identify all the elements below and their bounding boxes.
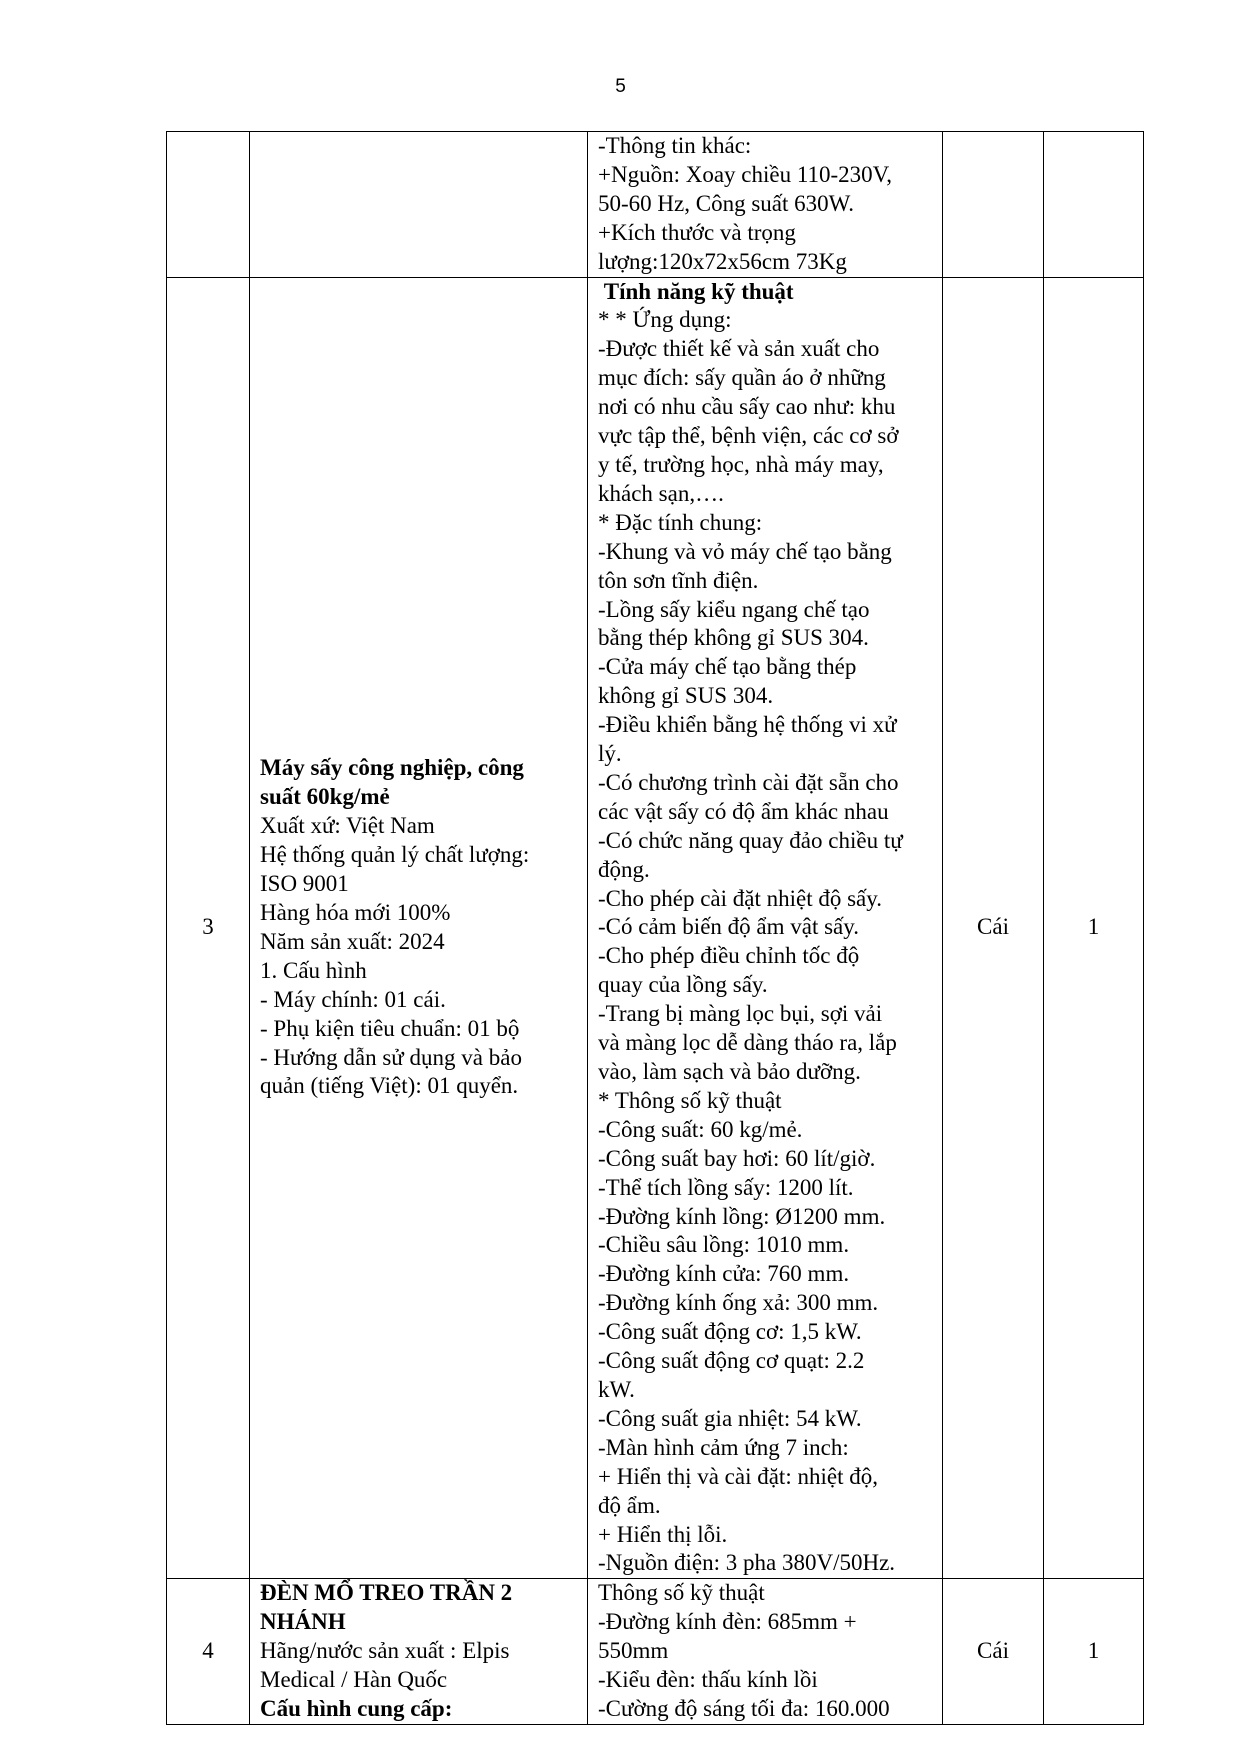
unit-cell: Cái <box>943 1579 1044 1725</box>
spec-line: + Hiển thị lỗi. <box>598 1521 728 1547</box>
spec-line: tôn sơn tĩnh điện. <box>598 567 759 593</box>
item-name-line: - Máy chính: 01 cái. <box>260 986 446 1012</box>
spec-line: -Khung và vỏ máy chế tạo bằng <box>598 538 892 564</box>
unit-cell: Cái <box>943 277 1044 1579</box>
row-number <box>167 132 250 278</box>
spec-line: -Đường kính đèn: 685mm + <box>598 1609 857 1635</box>
spec-line: -Đường kính lồng: Ø1200 mm. <box>598 1203 886 1229</box>
spec-line: -Chiều sâu lồng: 1010 mm. <box>598 1232 850 1258</box>
spec-line: quay của lồng sấy. <box>598 972 768 998</box>
item-name-line: - Phụ kiện tiêu chuẩn: 01 bộ <box>260 1015 520 1041</box>
table-row <box>167 1579 1144 1725</box>
spec-line: kW. <box>598 1376 635 1402</box>
spec-line: +Kích thước và trọng <box>598 219 796 245</box>
item-name-line: Hàng hóa mới 100% <box>260 900 451 926</box>
spec-line: không gỉ SUS 304. <box>598 683 774 709</box>
table-row <box>167 277 1144 1579</box>
equipment-spec-table <box>166 131 1144 1725</box>
item-name-line: Hệ thống quản lý chất lượng: <box>260 842 530 868</box>
item-name-line: Năm sản xuất: 2024 <box>260 928 445 954</box>
spec-line: -Đường kính ống xả: 300 mm. <box>598 1290 879 1316</box>
item-name-line: ĐÈN MỔ TREO TRẦN 2 <box>260 1580 513 1606</box>
spec-line: -Cường độ sáng tối đa: 160.000 <box>598 1695 890 1721</box>
spec-line: -Cho phép điều chỉnh tốc độ <box>598 943 860 969</box>
spec-line: mục đích: sấy quần áo ở những <box>598 365 886 391</box>
item-name-line: NHÁNH <box>260 1609 346 1635</box>
spec-line: -Đường kính cửa: 760 mm. <box>598 1261 850 1287</box>
spec-line: -Trang bị màng lọc bụi, sợi vải <box>598 1001 883 1027</box>
item-name-line: Cấu hình cung cấp: <box>260 1695 453 1721</box>
spec-line: y tế, trường học, nhà máy may, <box>598 451 884 477</box>
item-name-line: 1. Cấu hình <box>260 957 367 983</box>
spec-line: 50-60 Hz, Công suất 630W. <box>598 190 854 216</box>
item-name-line: quản (tiếng Việt): 01 quyển. <box>260 1073 519 1099</box>
spec-line: khách sạn,…. <box>598 480 724 506</box>
spec-line: độ ẩm. <box>598 1492 661 1518</box>
spec-line: 550mm <box>598 1638 669 1664</box>
spec-line: -Có chức năng quay đảo chiều tự <box>598 827 903 853</box>
item-name-line: Hãng/nước sản xuất : Elpis <box>260 1638 510 1664</box>
spec-line: vào, làm sạch và bảo dưỡng. <box>598 1059 861 1084</box>
spec-line: +Nguồn: Xoay chiều 110-230V, <box>598 161 893 187</box>
spec-line: bằng thép không gỉ SUS 304. <box>598 625 869 651</box>
spec-line: * Đặc tính chung: <box>598 509 763 535</box>
item-name-line: Xuất xứ: Việt Nam <box>260 813 435 839</box>
spec-line: -Công suất động cơ quạt: 2.2 <box>598 1348 865 1374</box>
quantity-cell <box>1044 132 1144 278</box>
table-row <box>167 132 1144 278</box>
item-name-line: Medical / Hàn Quốc <box>260 1667 448 1693</box>
unit-cell <box>943 132 1044 278</box>
spec-line: Thông số kỹ thuật <box>598 1580 765 1606</box>
spec-line: -Nguồn điện: 3 pha 380V/50Hz. <box>598 1550 896 1576</box>
spec-line: -Công suất bay hơi: 60 lít/giờ. <box>598 1145 876 1171</box>
spec-line: động. <box>598 856 650 882</box>
item-name-cell <box>250 277 588 1579</box>
spec-line: -Thể tích lồng sấy: 1200 lít. <box>598 1174 854 1200</box>
spec-line: lý. <box>598 741 622 767</box>
quantity-cell: 1 <box>1044 277 1144 1579</box>
item-name-line: ISO 9001 <box>260 871 349 897</box>
page-number: 5 <box>615 76 626 97</box>
spec-line: -Kiểu đèn: thấu kính lồi <box>598 1667 818 1693</box>
spec-line: và màng lọc dễ dàng tháo ra, lắp <box>598 1030 897 1056</box>
quantity-cell: 1 <box>1044 1579 1144 1725</box>
row-number: 4 <box>167 1579 250 1725</box>
spec-line: lượng:120x72x56cm 73Kg <box>598 248 847 274</box>
item-name-line: - Hướng dẫn sử dụng và bảo <box>260 1044 522 1070</box>
spec-line: + Hiển thị và cài đặt: nhiệt độ, <box>598 1463 878 1489</box>
spec-line: vực tập thể, bệnh viện, các cơ sở <box>598 423 899 449</box>
spec-line: -Công suất động cơ: 1,5 kW. <box>598 1319 862 1345</box>
spec-line: -Màn hình cảm ứng 7 inch: <box>598 1434 849 1460</box>
item-spec-cell <box>588 277 943 1579</box>
item-spec-cell <box>588 132 943 278</box>
item-name-line: suất 60kg/mẻ <box>260 784 390 810</box>
spec-line: -Cửa máy chế tạo bằng thép <box>598 654 857 680</box>
spec-line: -Công suất: 60 kg/mẻ. <box>598 1116 803 1142</box>
spec-line: -Có cảm biến độ ẩm vật sấy. <box>598 914 860 940</box>
spec-line: -Được thiết kế và sản xuất cho <box>598 336 880 362</box>
spec-line: Tính năng kỹ thuật <box>598 278 794 304</box>
item-name-cell <box>250 132 588 278</box>
item-name-line: Máy sấy công nghiệp, công <box>260 755 524 781</box>
spec-line: -Cho phép cài đặt nhiệt độ sấy. <box>598 885 883 911</box>
spec-line: * * Ứng dụng: <box>598 307 732 333</box>
item-spec-cell <box>588 1579 943 1725</box>
spec-line: -Công suất gia nhiệt: 54 kW. <box>598 1405 862 1431</box>
spec-line: các vật sấy có độ ẩm khác nhau <box>598 798 889 824</box>
spec-line: -Có chương trình cài đặt sẵn cho <box>598 769 899 795</box>
item-name-cell <box>250 1579 588 1725</box>
spec-line: * Thông số kỹ thuật <box>598 1087 782 1113</box>
spec-line: -Lồng sấy kiểu ngang chế tạo <box>598 596 870 622</box>
spec-line: -Thông tin khác: <box>598 133 752 158</box>
spec-line: -Điều khiển bằng hệ thống vi xử <box>598 712 897 738</box>
row-number: 3 <box>167 277 250 1579</box>
spec-line: nơi có nhu cầu sấy cao như: khu <box>598 394 896 420</box>
